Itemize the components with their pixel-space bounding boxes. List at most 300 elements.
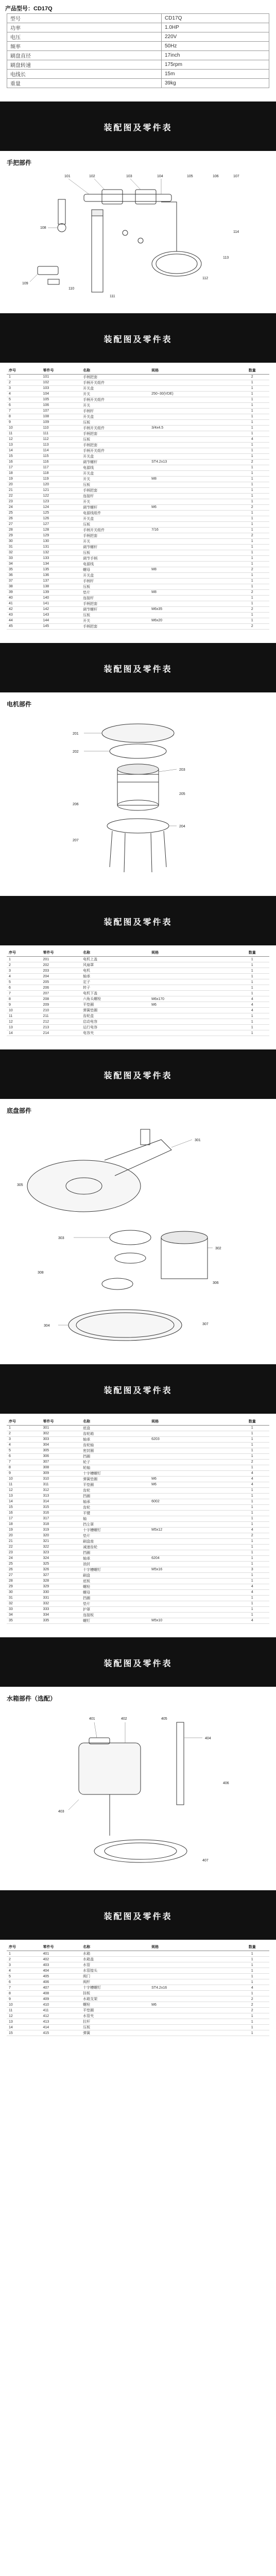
table-cell: 1 — [235, 431, 269, 436]
table-cell: 326 — [41, 1567, 81, 1572]
table-cell: 手柄把套 — [81, 431, 149, 436]
table-cell: 31 — [7, 544, 41, 550]
table-cell: 拉杆 — [81, 2019, 149, 2025]
table-cell: 2 — [235, 2008, 269, 2013]
spec-value: 220V — [162, 32, 269, 42]
section-band-5 — [0, 1049, 276, 1099]
spec-value: CD17Q — [162, 14, 269, 23]
table-cell: 14 — [7, 2025, 41, 2030]
table-cell: 33 — [7, 1606, 41, 1612]
table-cell: 101 — [41, 374, 81, 380]
table-row — [7, 527, 269, 533]
table-cell: 143 — [41, 612, 81, 618]
callout-label: 303 — [58, 1236, 64, 1240]
table-cell: 1 — [235, 1544, 269, 1550]
table-cell — [149, 419, 235, 425]
table-row — [7, 1951, 269, 1957]
table-cell: 1 — [235, 521, 269, 527]
table-row — [7, 612, 269, 618]
section-band-4 — [0, 896, 276, 945]
table-cell: 409 — [41, 1996, 81, 2002]
table-cell: 104 — [41, 391, 81, 397]
table-cell: 转子 — [81, 985, 149, 991]
table-cell: 314 — [41, 1499, 81, 1504]
table-cell: 水管接头 — [81, 1968, 149, 1974]
table-cell: 5 — [7, 1974, 41, 1979]
table-row — [7, 2013, 269, 2019]
table-cell: 6 — [7, 1979, 41, 1985]
table-cell: 4 — [235, 1618, 269, 1623]
table-cell: 130 — [41, 538, 81, 544]
spec-row — [7, 60, 269, 70]
table-cell: 329 — [41, 1584, 81, 1589]
table-cell: 111 — [41, 431, 81, 436]
table-cell: 14 — [7, 1499, 41, 1504]
table-cell: 1 — [235, 1974, 269, 1979]
table-cell: 118 — [41, 470, 81, 476]
table-cell: 2 — [7, 380, 41, 385]
section-band-3 — [0, 643, 276, 692]
callout-label: 207 — [73, 838, 79, 842]
table-cell: 414 — [41, 2025, 81, 2030]
table-cell: 挡圈 — [81, 1550, 149, 1555]
table-cell: 手柄把套 — [81, 601, 149, 606]
table-cell: 底板 — [81, 1578, 149, 1584]
table-row — [7, 1589, 269, 1595]
table-cell: 26 — [7, 516, 41, 521]
table-cell: 1 — [235, 1030, 269, 1036]
table-cell: 401 — [41, 1951, 81, 1957]
table-cell: 底盘 — [81, 1425, 149, 1431]
table-cell: 204 — [41, 974, 81, 979]
table-cell — [149, 1996, 235, 2002]
table-cell: 6 — [7, 985, 41, 991]
table-row — [7, 533, 269, 538]
table-cell: 41 — [7, 601, 41, 606]
table-cell: 3 — [7, 385, 41, 391]
handle-parts-table — [7, 367, 269, 630]
table-cell: 1 — [235, 1572, 269, 1578]
table-row — [7, 985, 269, 991]
table-cell: 4 — [235, 996, 269, 1002]
table-cell: 1 — [235, 985, 269, 991]
table-cell: 压板 — [81, 550, 149, 555]
table-cell: 4 — [235, 1589, 269, 1595]
column-header: 数量 — [235, 1944, 269, 1951]
table-row — [7, 1550, 269, 1555]
table-row — [7, 1979, 269, 1985]
table-cell: 106 — [41, 402, 81, 408]
table-row — [7, 1008, 269, 1013]
table-cell: 4 — [235, 1584, 269, 1589]
column-header: 规格 — [149, 1418, 235, 1425]
table-cell: 1 — [235, 1968, 269, 1974]
table-cell: 28 — [7, 527, 41, 533]
table-row — [7, 1482, 269, 1487]
table-row — [7, 1962, 269, 1968]
column-header: 序号 — [7, 1944, 41, 1951]
table-cell: 平垫圈 — [81, 2008, 149, 2013]
table-cell: 轮子 — [81, 1459, 149, 1465]
column-header: 名称 — [81, 1418, 149, 1425]
table-cell — [149, 1516, 235, 1521]
table-cell: 4 — [235, 1008, 269, 1013]
table-cell: 开关 — [81, 538, 149, 544]
table-cell: 3 — [235, 1567, 269, 1572]
table-cell: 1 — [235, 979, 269, 985]
table-row — [7, 1974, 269, 1979]
table-cell: 140 — [41, 595, 81, 601]
table-cell: M5x12 — [149, 1527, 235, 1533]
table-cell: 1 — [235, 1601, 269, 1606]
table-cell: 1 — [235, 601, 269, 606]
table-cell — [149, 578, 235, 584]
table-cell: 1 — [235, 584, 269, 589]
callout-label: 101 — [64, 175, 71, 178]
table-row — [7, 974, 269, 979]
table-cell: 手柄杆 — [81, 578, 149, 584]
table-cell — [149, 612, 235, 618]
model-label: 产品型号：CD17Q — [5, 6, 53, 12]
table-row — [7, 1516, 269, 1521]
table-cell — [149, 1465, 235, 1470]
table-cell: 1 — [235, 2013, 269, 2019]
table-cell: 3 — [7, 1962, 41, 1968]
table-row — [7, 425, 269, 431]
table-cell: 挡圈 — [81, 1453, 149, 1459]
table-cell: 挡尘罩 — [81, 1521, 149, 1527]
table-cell: 213 — [41, 1025, 81, 1030]
parts-header-row — [7, 950, 269, 957]
table-cell — [149, 442, 235, 448]
table-cell: 317 — [41, 1516, 81, 1521]
table-cell: 108 — [41, 414, 81, 419]
spec-key: 刷盘转速 — [7, 60, 162, 70]
table-cell: 1 — [235, 1951, 269, 1957]
table-cell: 110 — [41, 425, 81, 431]
table-row — [7, 1487, 269, 1493]
table-cell: 挡圈 — [81, 1595, 149, 1601]
table-cell — [149, 1442, 235, 1448]
table-row — [7, 1561, 269, 1567]
band-title: 装配图及零件表 — [104, 335, 173, 344]
table-cell: 减速齿轮 — [81, 1544, 149, 1550]
table-cell: 六角头螺栓 — [81, 996, 149, 1002]
table-cell: 1 — [235, 1991, 269, 1996]
table-row — [7, 550, 269, 555]
table-row — [7, 453, 269, 459]
table-cell: 压板 — [81, 612, 149, 618]
table-cell: 10 — [7, 425, 41, 431]
table-row — [7, 1996, 269, 2002]
table-cell — [149, 1544, 235, 1550]
table-cell: M6 — [149, 1476, 235, 1482]
table-cell: 19 — [7, 1527, 41, 1533]
table-cell: M6x20 — [149, 618, 235, 623]
table-row — [7, 544, 269, 550]
callout-label: 204 — [179, 824, 185, 828]
table-cell — [149, 521, 235, 527]
table-cell: 5 — [7, 979, 41, 985]
table-cell — [149, 436, 235, 442]
table-cell — [149, 482, 235, 487]
table-row — [7, 510, 269, 516]
table-cell: 330 — [41, 1589, 81, 1595]
table-cell: 齿轮盒 — [81, 1013, 149, 1019]
table-cell: 2 — [235, 504, 269, 510]
callout-label: 113 — [223, 256, 229, 260]
callout-label: 202 — [73, 750, 79, 754]
table-cell: 25 — [7, 1561, 41, 1567]
spec-key: 刷盘直径 — [7, 51, 162, 60]
table-cell: 1 — [235, 425, 269, 431]
table-cell: 手柄开关组件 — [81, 397, 149, 402]
table-cell: 316 — [41, 1510, 81, 1516]
tank-exploded-view — [7, 1707, 269, 1877]
table-cell — [149, 1550, 235, 1555]
table-cell: 21 — [7, 487, 41, 493]
table-cell: 护罩 — [81, 1606, 149, 1612]
spec-key: 重量 — [7, 79, 162, 88]
table-row — [7, 1578, 269, 1584]
spec-value: 39kg — [162, 79, 269, 88]
table-cell: 1 — [235, 1448, 269, 1453]
table-row — [7, 1002, 269, 1008]
table-cell: 206 — [41, 985, 81, 991]
table-row — [7, 595, 269, 601]
table-cell: 7/16 — [149, 527, 235, 533]
table-cell — [149, 1584, 235, 1589]
table-row — [7, 567, 269, 572]
table-cell: 螺栓 — [81, 1584, 149, 1589]
table-row — [7, 1538, 269, 1544]
column-header: 数量 — [235, 950, 269, 957]
table-cell: 水管夹 — [81, 2013, 149, 2019]
band-title: 装配图及零件表 — [104, 665, 173, 674]
table-cell: 3 — [7, 1436, 41, 1442]
table-cell: 轴承 — [81, 974, 149, 979]
table-cell: 手柄杆 — [81, 408, 149, 414]
table-cell: 207 — [41, 991, 81, 996]
table-cell: 开关 — [81, 499, 149, 504]
table-row — [7, 1448, 269, 1453]
handle-exploded-view — [7, 171, 269, 300]
table-cell: 1 — [235, 397, 269, 402]
table-cell: 1 — [235, 1595, 269, 1601]
table-cell: 开关盒 — [81, 470, 149, 476]
table-cell: 26 — [7, 1567, 41, 1572]
table-cell: 141 — [41, 601, 81, 606]
table-cell: 水箱 — [81, 1951, 149, 1957]
table-cell: 压板 — [81, 482, 149, 487]
table-cell: 十字槽螺钉 — [81, 1985, 149, 1991]
table-cell: 123 — [41, 499, 81, 504]
table-cell: 11 — [7, 1482, 41, 1487]
table-cell — [149, 516, 235, 521]
table-row — [7, 2025, 269, 2030]
table-row — [7, 1465, 269, 1470]
table-cell — [149, 402, 235, 408]
table-cell: 1 — [235, 482, 269, 487]
table-cell — [149, 1578, 235, 1584]
table-cell: 调节手柄 — [81, 555, 149, 561]
table-row — [7, 374, 269, 380]
table-cell: 5 — [7, 1448, 41, 1453]
spec-value: 1.0HP — [162, 23, 269, 32]
tank-parts-table — [7, 1944, 269, 2037]
table-row — [7, 391, 269, 397]
table-cell: 1 — [7, 957, 41, 962]
table-cell — [149, 487, 235, 493]
column-header: 零件号 — [41, 950, 81, 957]
table-cell: 1 — [235, 1487, 269, 1493]
table-cell — [149, 1487, 235, 1493]
table-cell — [149, 1991, 235, 1996]
table-cell: 平垫圈 — [81, 1002, 149, 1008]
table-cell: 22 — [7, 1544, 41, 1550]
table-cell: 开关 — [81, 402, 149, 408]
table-cell: 1 — [235, 391, 269, 397]
table-cell: ST4.2x13 — [149, 459, 235, 465]
table-cell — [149, 493, 235, 499]
table-cell: 1 — [235, 974, 269, 979]
callout-label: 106 — [213, 175, 219, 178]
table-cell: 115 — [41, 453, 81, 459]
table-cell: 开关 — [81, 618, 149, 623]
parts-header-row — [7, 1944, 269, 1951]
table-row — [7, 1527, 269, 1533]
table-cell: 阀杆 — [81, 1979, 149, 1985]
table-cell: 4 — [235, 1527, 269, 1533]
table-cell: 启动电容 — [81, 1019, 149, 1025]
band-title: 装配图及零件表 — [104, 1072, 173, 1080]
table-row — [7, 589, 269, 595]
table-cell: 1 — [235, 991, 269, 996]
table-row — [7, 1459, 269, 1465]
table-cell: 1 — [235, 2019, 269, 2025]
table-cell: 7 — [7, 991, 41, 996]
table-cell: 1 — [235, 578, 269, 584]
table-cell — [149, 974, 235, 979]
table-cell: 319 — [41, 1527, 81, 1533]
table-cell: 304 — [41, 1442, 81, 1448]
callout-label: 102 — [89, 175, 95, 178]
parts-header-row — [7, 1418, 269, 1425]
table-cell: 24 — [7, 1555, 41, 1561]
table-cell: 301 — [41, 1425, 81, 1431]
callout-label: 307 — [202, 1323, 209, 1326]
table-cell: 120 — [41, 482, 81, 487]
band-title: 装配图及零件表 — [104, 1659, 173, 1668]
table-cell: 36 — [7, 572, 41, 578]
spec-row — [7, 79, 269, 88]
table-cell — [149, 1453, 235, 1459]
table-cell: 2 — [235, 1459, 269, 1465]
table-row — [7, 397, 269, 402]
table-cell — [149, 453, 235, 459]
callout-label: 304 — [44, 1324, 50, 1328]
table-cell: 十字槽螺钉 — [81, 1567, 149, 1572]
table-cell — [149, 1538, 235, 1544]
table-cell: 1 — [235, 527, 269, 533]
table-cell: 37 — [7, 578, 41, 584]
table-row — [7, 578, 269, 584]
table-cell: 1 — [235, 442, 269, 448]
table-cell: 1 — [235, 544, 269, 550]
table-cell — [149, 550, 235, 555]
spec-value: 15m — [162, 70, 269, 79]
table-cell: 105 — [41, 397, 81, 402]
table-cell: 2 — [7, 962, 41, 968]
table-cell: 风扇罩 — [81, 962, 149, 968]
table-row — [7, 431, 269, 436]
table-row — [7, 618, 269, 623]
table-cell: 313 — [41, 1493, 81, 1499]
table-cell: 压板 — [81, 2025, 149, 2030]
table-cell: 113 — [41, 442, 81, 448]
table-row — [7, 1476, 269, 1482]
table-cell: 弹簧 — [81, 2030, 149, 2036]
table-cell: 201 — [41, 957, 81, 962]
table-cell — [149, 1533, 235, 1538]
table-cell: 8 — [7, 414, 41, 419]
column-header: 规格 — [149, 950, 235, 957]
table-cell — [149, 385, 235, 391]
table-cell: 43 — [7, 612, 41, 618]
table-cell: 11 — [7, 431, 41, 436]
table-cell: 1 — [235, 1612, 269, 1618]
table-row — [7, 448, 269, 453]
table-row — [7, 601, 269, 606]
table-cell: 压板 — [81, 419, 149, 425]
table-cell: 40 — [7, 595, 41, 601]
table-cell — [149, 499, 235, 504]
table-cell: 39 — [7, 589, 41, 595]
table-cell: 弹簧垫圈 — [81, 1476, 149, 1482]
table-cell: M5x10 — [149, 1618, 235, 1623]
table-row — [7, 979, 269, 985]
base-section-title: 底盘部件 — [7, 1107, 32, 1114]
table-cell: 32 — [7, 1601, 41, 1606]
table-row — [7, 1618, 269, 1623]
table-row — [7, 504, 269, 510]
table-cell — [149, 1425, 235, 1431]
section-band-2 — [0, 313, 276, 363]
table-cell: 4 — [7, 391, 41, 397]
table-row — [7, 1510, 269, 1516]
table-cell: 15 — [7, 1504, 41, 1510]
table-cell: 电容夹 — [81, 1030, 149, 1036]
table-cell: 411 — [41, 2008, 81, 2013]
table-cell: 十字槽螺钉 — [81, 1470, 149, 1476]
table-cell: 2 — [235, 374, 269, 380]
table-cell: 23 — [7, 499, 41, 504]
table-row — [7, 1025, 269, 1030]
table-cell — [149, 374, 235, 380]
callout-label: 203 — [179, 768, 185, 772]
table-cell — [149, 1951, 235, 1957]
table-cell — [149, 584, 235, 589]
table-cell — [149, 397, 235, 402]
table-cell: 139 — [41, 589, 81, 595]
table-cell: 137 — [41, 578, 81, 584]
table-cell: 水管 — [81, 1962, 149, 1968]
table-cell: 1 — [235, 499, 269, 504]
table-cell: 412 — [41, 2013, 81, 2019]
table-cell: 1 — [235, 487, 269, 493]
spec-value: 175rpm — [162, 60, 269, 70]
table-cell: 1 — [235, 612, 269, 618]
